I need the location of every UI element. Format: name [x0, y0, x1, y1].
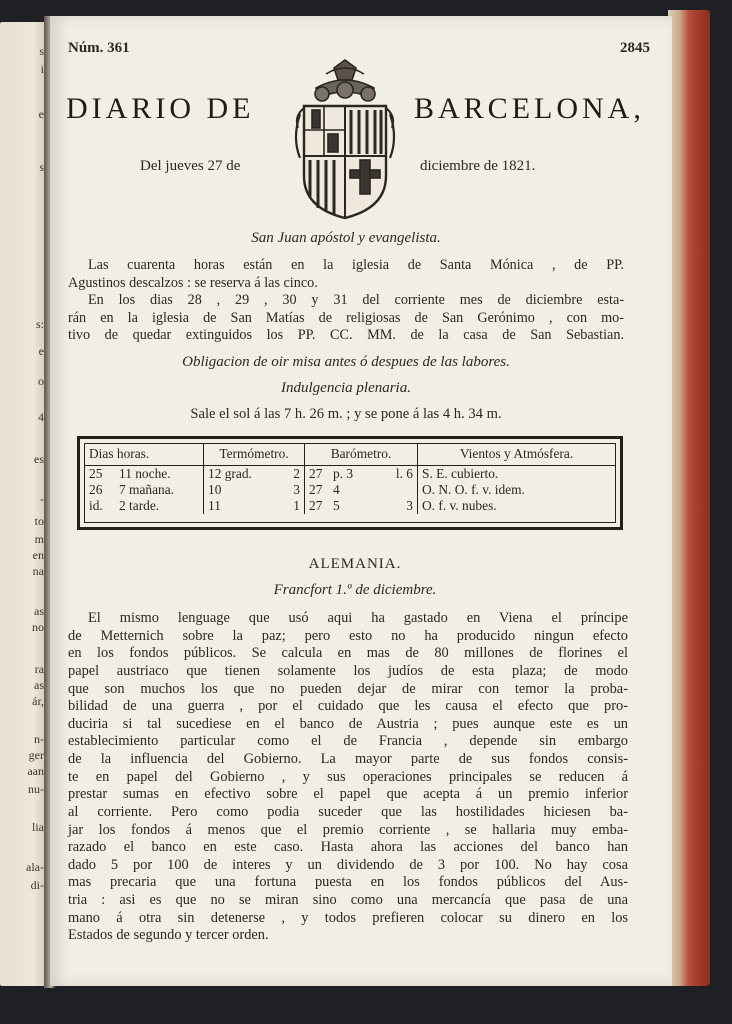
left-page-fragment: s:: [35, 317, 44, 331]
article-line: El mismo lenguage que usó aqui ha gastado en Viena el príncipe: [88, 610, 628, 626]
notice-line-2: rán en la iglesia de San Matías de religiosas de San Gerónimo , con mo-: [68, 309, 624, 326]
weather-row: [85, 466, 615, 483]
article-line: que son muchos los que no pueden dejar de mirar con temor la proba-: [68, 680, 628, 697]
article-line: establecimiento particular como el de Francia , depende sin embargo: [68, 733, 628, 750]
left-page-fragment: na: [32, 564, 44, 578]
saint-of-day: San Juan apóstol y evangelista.: [251, 230, 441, 246]
weather-cell: 27 4: [305, 482, 418, 498]
left-page-fragment: n-: [34, 732, 44, 746]
weather-cell: id. 2 tarde.: [89, 498, 160, 513]
section-heading: ALEMANIA.: [308, 556, 402, 572]
mass-obligation: Obligacion de oir misa antes ó despues de las labores.: [182, 354, 510, 370]
left-page-fragment: ger: [28, 748, 44, 762]
book-page-edges: [668, 10, 710, 986]
col-barometer: Barómetro.: [305, 444, 418, 466]
left-page-fragment: to: [34, 514, 44, 528]
article-line: al corriente. Pero como podia suceder que las hostilidades hiciesen ba-: [68, 803, 628, 820]
weather-cell: 25 11 noche.: [89, 466, 171, 481]
forty-hours-line-2: Agustinos descalzos : se reserva á las cinco.: [68, 274, 318, 291]
left-page-fragment: ra: [34, 662, 44, 676]
religious-notices: [68, 257, 624, 345]
weather-cell: 12 grad. 2: [204, 466, 305, 483]
masthead-title-right: BARCELONA,: [414, 92, 645, 125]
left-page-fragment: m: [34, 532, 44, 546]
article-line: de la influencia del Gobierno. La mayor parte de sus fondos consis-: [68, 751, 628, 767]
left-page-fragment: aan: [27, 764, 44, 778]
weather-cell: 26 7 mañana.: [89, 482, 175, 497]
left-page-fragment: lia: [32, 820, 44, 834]
left-page-fragment: ala-: [26, 860, 44, 874]
col-winds: Vientos y Atmósfera.: [418, 444, 616, 466]
notice-line-1: En los dias 28 , 29 , 30 y 31 del corriente mes de diciembre esta-: [88, 292, 624, 308]
col-days-hours: Dias horas.: [85, 444, 204, 466]
weather-cell: O. N. O. f. v. idem.: [418, 482, 616, 498]
left-page-fragment: -: [40, 492, 44, 506]
weather-header-row: [85, 444, 615, 466]
article-line: papel austriaco que tienen solamente los judíos de esta plaza; de modo: [68, 662, 628, 679]
weather-cell: 27 p. 3 l. 6: [305, 466, 418, 483]
left-page-fragment: s: [39, 44, 44, 58]
left-page-fragment: e: [38, 107, 44, 121]
weather-table-frame: [77, 436, 623, 530]
weather-cell: 11 1: [204, 498, 305, 514]
weather-row: [85, 482, 615, 498]
article-line: razado el banco en este caso. Hasta ahora las acciones del banco han: [68, 839, 628, 856]
article-line: te en papel del Gobierno , y sus operaciones principales se reducen á: [68, 768, 628, 785]
notice-line-3: tivo de quedar extinguidos los PP. CC. MM. de la casa de San Sebastian.: [68, 327, 624, 343]
weather-cell: 27 5 3: [305, 498, 418, 514]
barcelona-coat-of-arms-icon: [286, 58, 404, 224]
left-page-fragment: i: [40, 62, 44, 76]
left-page-fragment: as: [34, 604, 44, 618]
left-page-fragment: en: [32, 548, 44, 562]
article-line: mas precaria que una fortuna puesta en los fondos públicos del Aus-: [68, 874, 628, 891]
forty-hours-line-1: Las cuarenta horas están en la iglesia de Santa Mónica , de PP.: [88, 257, 624, 273]
left-page-fragment: e: [38, 344, 44, 358]
weather-cell: O. f. v. nubes.: [418, 498, 616, 514]
left-page-fragment: 4: [38, 410, 44, 424]
weather-table: [85, 444, 615, 514]
article-line: tria : asi es que no se miran sino como una mercancía que pasa de una: [68, 892, 628, 908]
page-number: 2845: [620, 40, 650, 56]
article-line: jar los fondos á menos que el premio corriente , se hallaria muy emba-: [68, 821, 628, 838]
weather-cell: 10 3: [204, 482, 305, 498]
left-page-fragment: as: [34, 678, 44, 692]
article-dateline: Francfort 1.º de diciembre.: [273, 582, 437, 598]
masthead-title-left: DIARIO DE: [66, 92, 255, 125]
weather-row: [85, 498, 615, 514]
left-page-fragment: es: [34, 452, 44, 466]
article-line: bilidad de una guerra , por el cuidado que les causa el efecto que pro-: [68, 698, 628, 715]
left-page-fragment: no: [32, 620, 44, 634]
left-page-fragment: ár,: [32, 694, 44, 708]
article-line: prestar sumas en efectivo sobre el papel que acepta á un premio inferior: [68, 786, 628, 803]
article-line: Estados de segundo y tercer orden.: [68, 927, 269, 944]
article-line: dado 5 por 100 de interes y un dividendo de 3 por 100. No hay cosa: [68, 856, 628, 873]
sunrise-sunset: Sale el sol á las 7 h. 26 m. ; y se pone á las 4 h. 34 m.: [190, 406, 502, 422]
newspaper-page: [50, 16, 672, 986]
article-line: de Metternich sobre la paz; pero esto no ha producido ningun efecto: [68, 627, 628, 644]
article-line: duciria si tal sucediese en el banco de Austria ; pues aunque este es un: [68, 715, 628, 732]
article-line: en los fondos públicos. Se calcula en mas de 80 millones de florines el: [68, 645, 628, 662]
left-page-fragment: s: [39, 160, 44, 174]
issue-number: Núm. 361: [68, 40, 130, 56]
article-body: [68, 610, 628, 945]
left-page-edge: [0, 22, 48, 986]
issue-date-left: Del jueves 27 de: [140, 158, 241, 174]
left-page-fragment: nu-: [28, 782, 44, 796]
col-thermometer: Termómetro.: [204, 444, 305, 466]
weather-cell: S. E. cubierto.: [418, 466, 616, 483]
indulgence: Indulgencia plenaria.: [281, 380, 411, 396]
issue-date-right: diciembre de 1821.: [420, 158, 536, 174]
left-page-fragment: o: [38, 374, 44, 388]
article-line: mano á otra sin detenerse , y todos prefieren colocar su dinero en los: [68, 909, 628, 926]
left-page-fragment: di-: [30, 878, 44, 892]
